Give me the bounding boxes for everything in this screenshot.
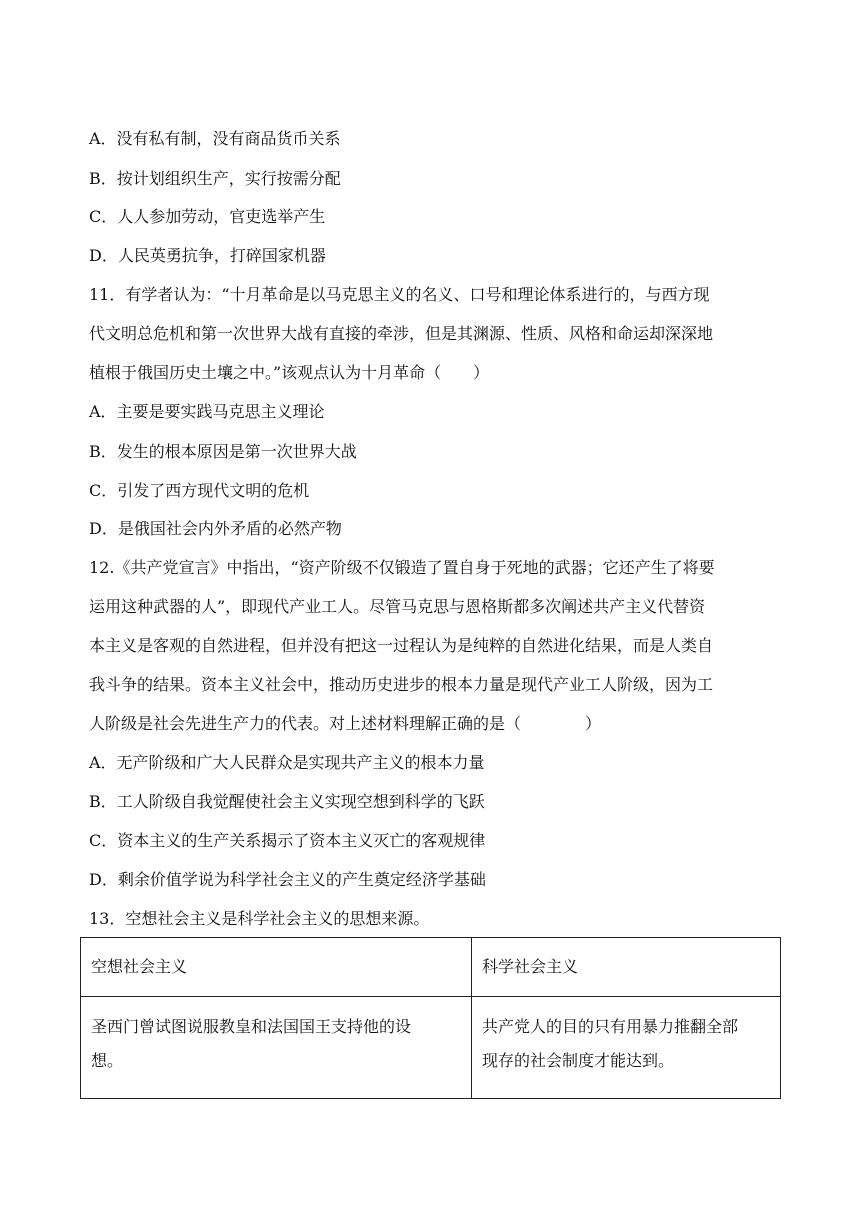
- q13-stem: 13．空想社会主义是科学社会主义的思想来源。: [89, 909, 430, 928]
- q11-option-d: D．是俄国社会内外矛盾的必然产物: [89, 519, 342, 538]
- q12-stem-line: 运用这种武器的人”，即现代产业工人。尽管马克思与恩格斯都多次阐述共产主义代替资: [89, 597, 706, 616]
- q12-stem-line: 12.《共产党宣言》中指出，“资产阶级不仅锻造了置自身于死地的武器；它还产生了将要: [89, 558, 715, 577]
- header-utopian-socialism: 空想社会主义: [81, 938, 472, 997]
- q12-stem-line: 本主义是客观的自然进程，但并没有把这一过程认为是纯粹的自然进化结果，而是人类自: [89, 636, 714, 655]
- cell-utopian: [81, 997, 472, 1099]
- q11-stem: [89, 284, 779, 401]
- q12-stem: [89, 557, 779, 752]
- q10-option-c: C．人人参加劳动，官吏选举产生: [89, 207, 326, 226]
- cell-line: 共产党人的目的只有用暴力推翻全部: [482, 1017, 739, 1036]
- q10-option-b: B．按计划组织生产，实行按需分配: [89, 169, 341, 188]
- q12-stem-line: 人阶级是社会先进生产力的代表。对上述材料理解正确的是（ ）: [89, 714, 602, 733]
- q11-option-b: B．发生的根本原因是第一次世界大战: [89, 442, 357, 461]
- q11-option-c: C．引发了西方现代文明的危机: [89, 481, 310, 500]
- q11-stem-line: 11．有学者认为：“十月革命是以马克思主义的名义、口号和理论体系进行的，与西方现: [89, 285, 710, 304]
- comparison-table: [80, 937, 781, 1099]
- q11-stem-line: 植根于俄国历史土壤之中。”该观点认为十月革命（ ）: [89, 363, 490, 382]
- q10-option-d: D．人民英勇抗争，打碎国家机器: [89, 246, 326, 265]
- cell-line: 想。: [91, 1051, 124, 1070]
- q12-option-a: A．无产阶级和广大人民群众是实现共产主义的根本力量: [89, 753, 485, 772]
- cell-scientific: [472, 997, 781, 1099]
- table-row: [81, 997, 781, 1099]
- q12-option-b: B．工人阶级自我觉醒使社会主义实现空想到科学的飞跃: [89, 792, 485, 811]
- q12-option-d: D．剩余价值学说为科学社会主义的产生奠定经济学基础: [89, 870, 486, 889]
- q11-option-a: A．主要是要实践马克思主义理论: [89, 402, 325, 421]
- q12-stem-line: 我斗争的结果。资本主义社会中，推动历史进步的根本力量是现代产业工人阶级，因为工: [89, 675, 714, 694]
- q10-option-a: A．没有私有制，没有商品货币关系: [89, 129, 341, 148]
- table-header-row: [81, 938, 781, 997]
- q11-stem-line: 代文明总危机和第一次世界大战有直接的牵涉，但是其渊源、性质、风格和命运却深深地: [89, 324, 714, 343]
- cell-line: 圣西门曾试图说服教皇和法国国王支持他的设: [91, 1017, 412, 1036]
- header-scientific-socialism: 科学社会主义: [472, 938, 781, 997]
- cell-line: 现存的社会制度才能达到。: [482, 1051, 675, 1070]
- q12-option-c: C．资本主义的生产关系揭示了资本主义灭亡的客观规律: [89, 831, 486, 850]
